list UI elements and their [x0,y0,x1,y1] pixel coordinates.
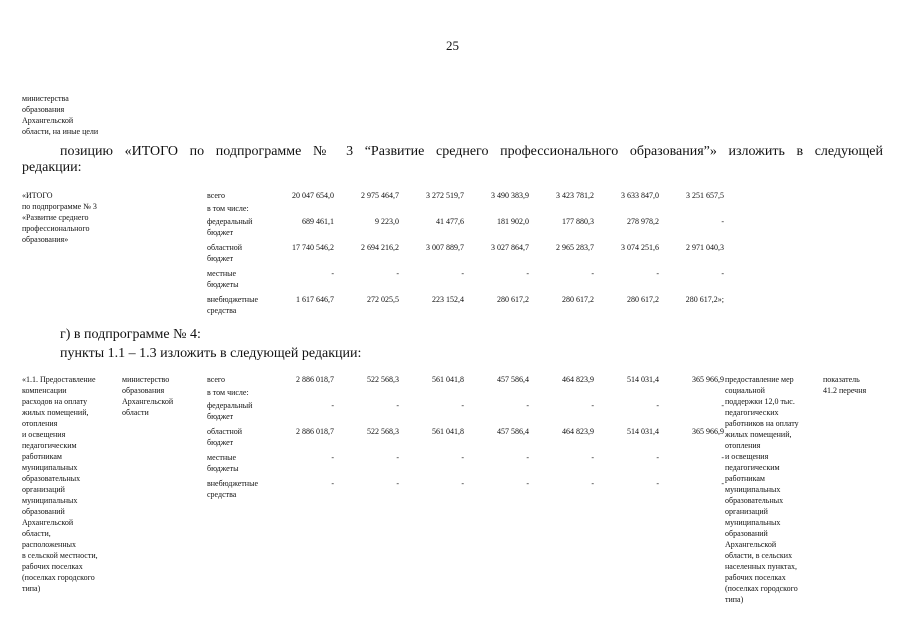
table1-cell: - [591,269,594,278]
table2-cell: 457 586,4 [497,427,529,436]
table1-cell: - [461,269,464,278]
table1-cell: 280 617,2 [627,295,659,304]
table1-cell: - [656,269,659,278]
table1-cell: 3 272 519,7 [426,191,464,200]
table2-cell: - [591,453,594,462]
table2-cell: - [461,401,464,410]
table1-cell: 2 971 040,3 [686,243,724,252]
table2-row-type: местные бюджеты [207,453,239,473]
table2-cell: - [656,453,659,462]
table1-cell: - [331,269,334,278]
table1-row-type: федеральный бюджет [207,217,253,237]
table2-cell: - [591,479,594,488]
table2-cell: 457 586,4 [497,375,529,384]
previous-row-text: министерства образования Архангельской области, на иные цели [22,94,99,136]
table1-cell: 278 978,2 [627,217,659,226]
table2-cell: - [721,479,724,488]
table1-label: «ИТОГО по подпрограмме № 3 «Развитие среднего профессионального образования» [22,191,97,244]
table1-row-type: местные бюджеты [207,269,239,289]
table2-cell: 561 041,8 [432,375,464,384]
table1-cell: 3 423 781,2 [556,191,594,200]
paragraph-subprogram4: г) в подпрограмме № 4: [60,327,201,342]
table2-cell: - [591,401,594,410]
table2-row-type: всего [207,375,226,384]
table1-cell: 17 740 546,2 [292,243,334,252]
table2-cell: - [396,401,399,410]
table2-cell: 561 041,8 [432,427,464,436]
paragraph-itogo-line1: позицию «ИТОГО по подпрограмме № 3 “Развитие среднего профессионального образования”» изложить в следующей [60,144,883,159]
table1-cell: 20 047 654,0 [292,191,334,200]
table1-cell: 272 025,5 [367,295,399,304]
table1-cell: 280 617,2 [497,295,529,304]
table1-cell: 3 027 864,7 [491,243,529,252]
table2-cell: 522 568,3 [367,427,399,436]
table2-cell: - [396,453,399,462]
table1-cell: 280 617,2»; [685,295,724,304]
table1-cell: 9 223,0 [375,217,399,226]
table2-cell: - [526,401,529,410]
table2-result: предоставление мер социальной поддержки 12,0 тыс. педагогических работников на оплату жилых помещений, отопления и освещения педагогическим работникам муниципальных образовательных организаций муниципальных образований Архангельской области, в сельских населенных пунктах, рабочих поселках (поселках городского типа) [725,375,799,604]
table2-cell: - [461,453,464,462]
table2-cell: - [721,453,724,462]
table1-cell: 3 074 251,6 [621,243,659,252]
paragraph-itogo-line2: редакции: [22,160,82,175]
table2-cell: - [656,401,659,410]
table2-cell: - [526,479,529,488]
table1-cell: 3 007 889,7 [426,243,464,252]
table1-cell: 181 902,0 [497,217,529,226]
table1-cell: - [721,217,724,226]
table2-row-type: внебюджетные средства [207,479,258,499]
table1-row-type: внебюджетные средства [207,295,258,315]
table2-cell: 365 966,9 [692,427,724,436]
table1-cell: 2 965 283,7 [556,243,594,252]
table2-cell: 2 886 018,7 [296,375,334,384]
table1-cell: 3 490 383,9 [491,191,529,200]
table1 [0,190,905,320]
table2-cell: 464 823,9 [562,375,594,384]
table2-row-type: в том числе: [207,388,249,397]
table1-cell: 3 633 847,0 [621,191,659,200]
table1-cell: - [526,269,529,278]
table1-cell: 41 477,6 [436,217,464,226]
table2-row-type: федеральный бюджет [207,401,253,421]
table1-cell: - [396,269,399,278]
table1-cell: 280 617,2 [562,295,594,304]
table2-cell: 522 568,3 [367,375,399,384]
table2-cell: 365 966,9 [692,375,724,384]
table1-row [0,294,905,324]
table2-indicator: показатель 41.2 перечня [823,375,867,395]
table2-cell: 514 031,4 [627,427,659,436]
table2-cell: - [331,453,334,462]
table2-row-type: областной бюджет [207,427,243,447]
table1-cell: 3 251 657,5 [686,191,724,200]
table1-cell: 2 694 216,2 [361,243,399,252]
table2-cell: - [396,479,399,488]
table1-row-type: всего [207,191,226,200]
paragraph-items: пункты 1.1 – 1.3 изложить в следующей редакции: [60,346,362,361]
table1-cell: 2 975 464,7 [361,191,399,200]
table1-row-type: в том числе: [207,204,249,213]
table1-cell: 177 880,3 [562,217,594,226]
table2-cell: 514 031,4 [627,375,659,384]
page-number: 25 [446,38,459,53]
table1-cell: 223 152,4 [432,295,464,304]
table2-cell: - [656,479,659,488]
table2-cell: - [331,479,334,488]
table2-cell: 464 823,9 [562,427,594,436]
table1-cell: 1 617 646,7 [296,295,334,304]
table2-cell: - [461,479,464,488]
table2-cell: - [721,401,724,410]
table1-cell: 689 461,1 [302,217,334,226]
table2-cell: - [526,453,529,462]
table2-cell: - [331,401,334,410]
table2-label: «1.1. Предоставление компенсации расходов на оплату жилых помещений, отопления и освещения педагогическим работникам муниципальных образовательных организаций муниципальных образований Архангельской области, расположенных в сельской местности, рабочих поселках (поселках городского типа) [22,375,98,593]
table1-row-type: областной бюджет [207,243,243,263]
table1-cell: - [721,269,724,278]
table2-executor: министерство образования Архангельской области [122,375,174,417]
table2-cell: 2 886 018,7 [296,427,334,436]
